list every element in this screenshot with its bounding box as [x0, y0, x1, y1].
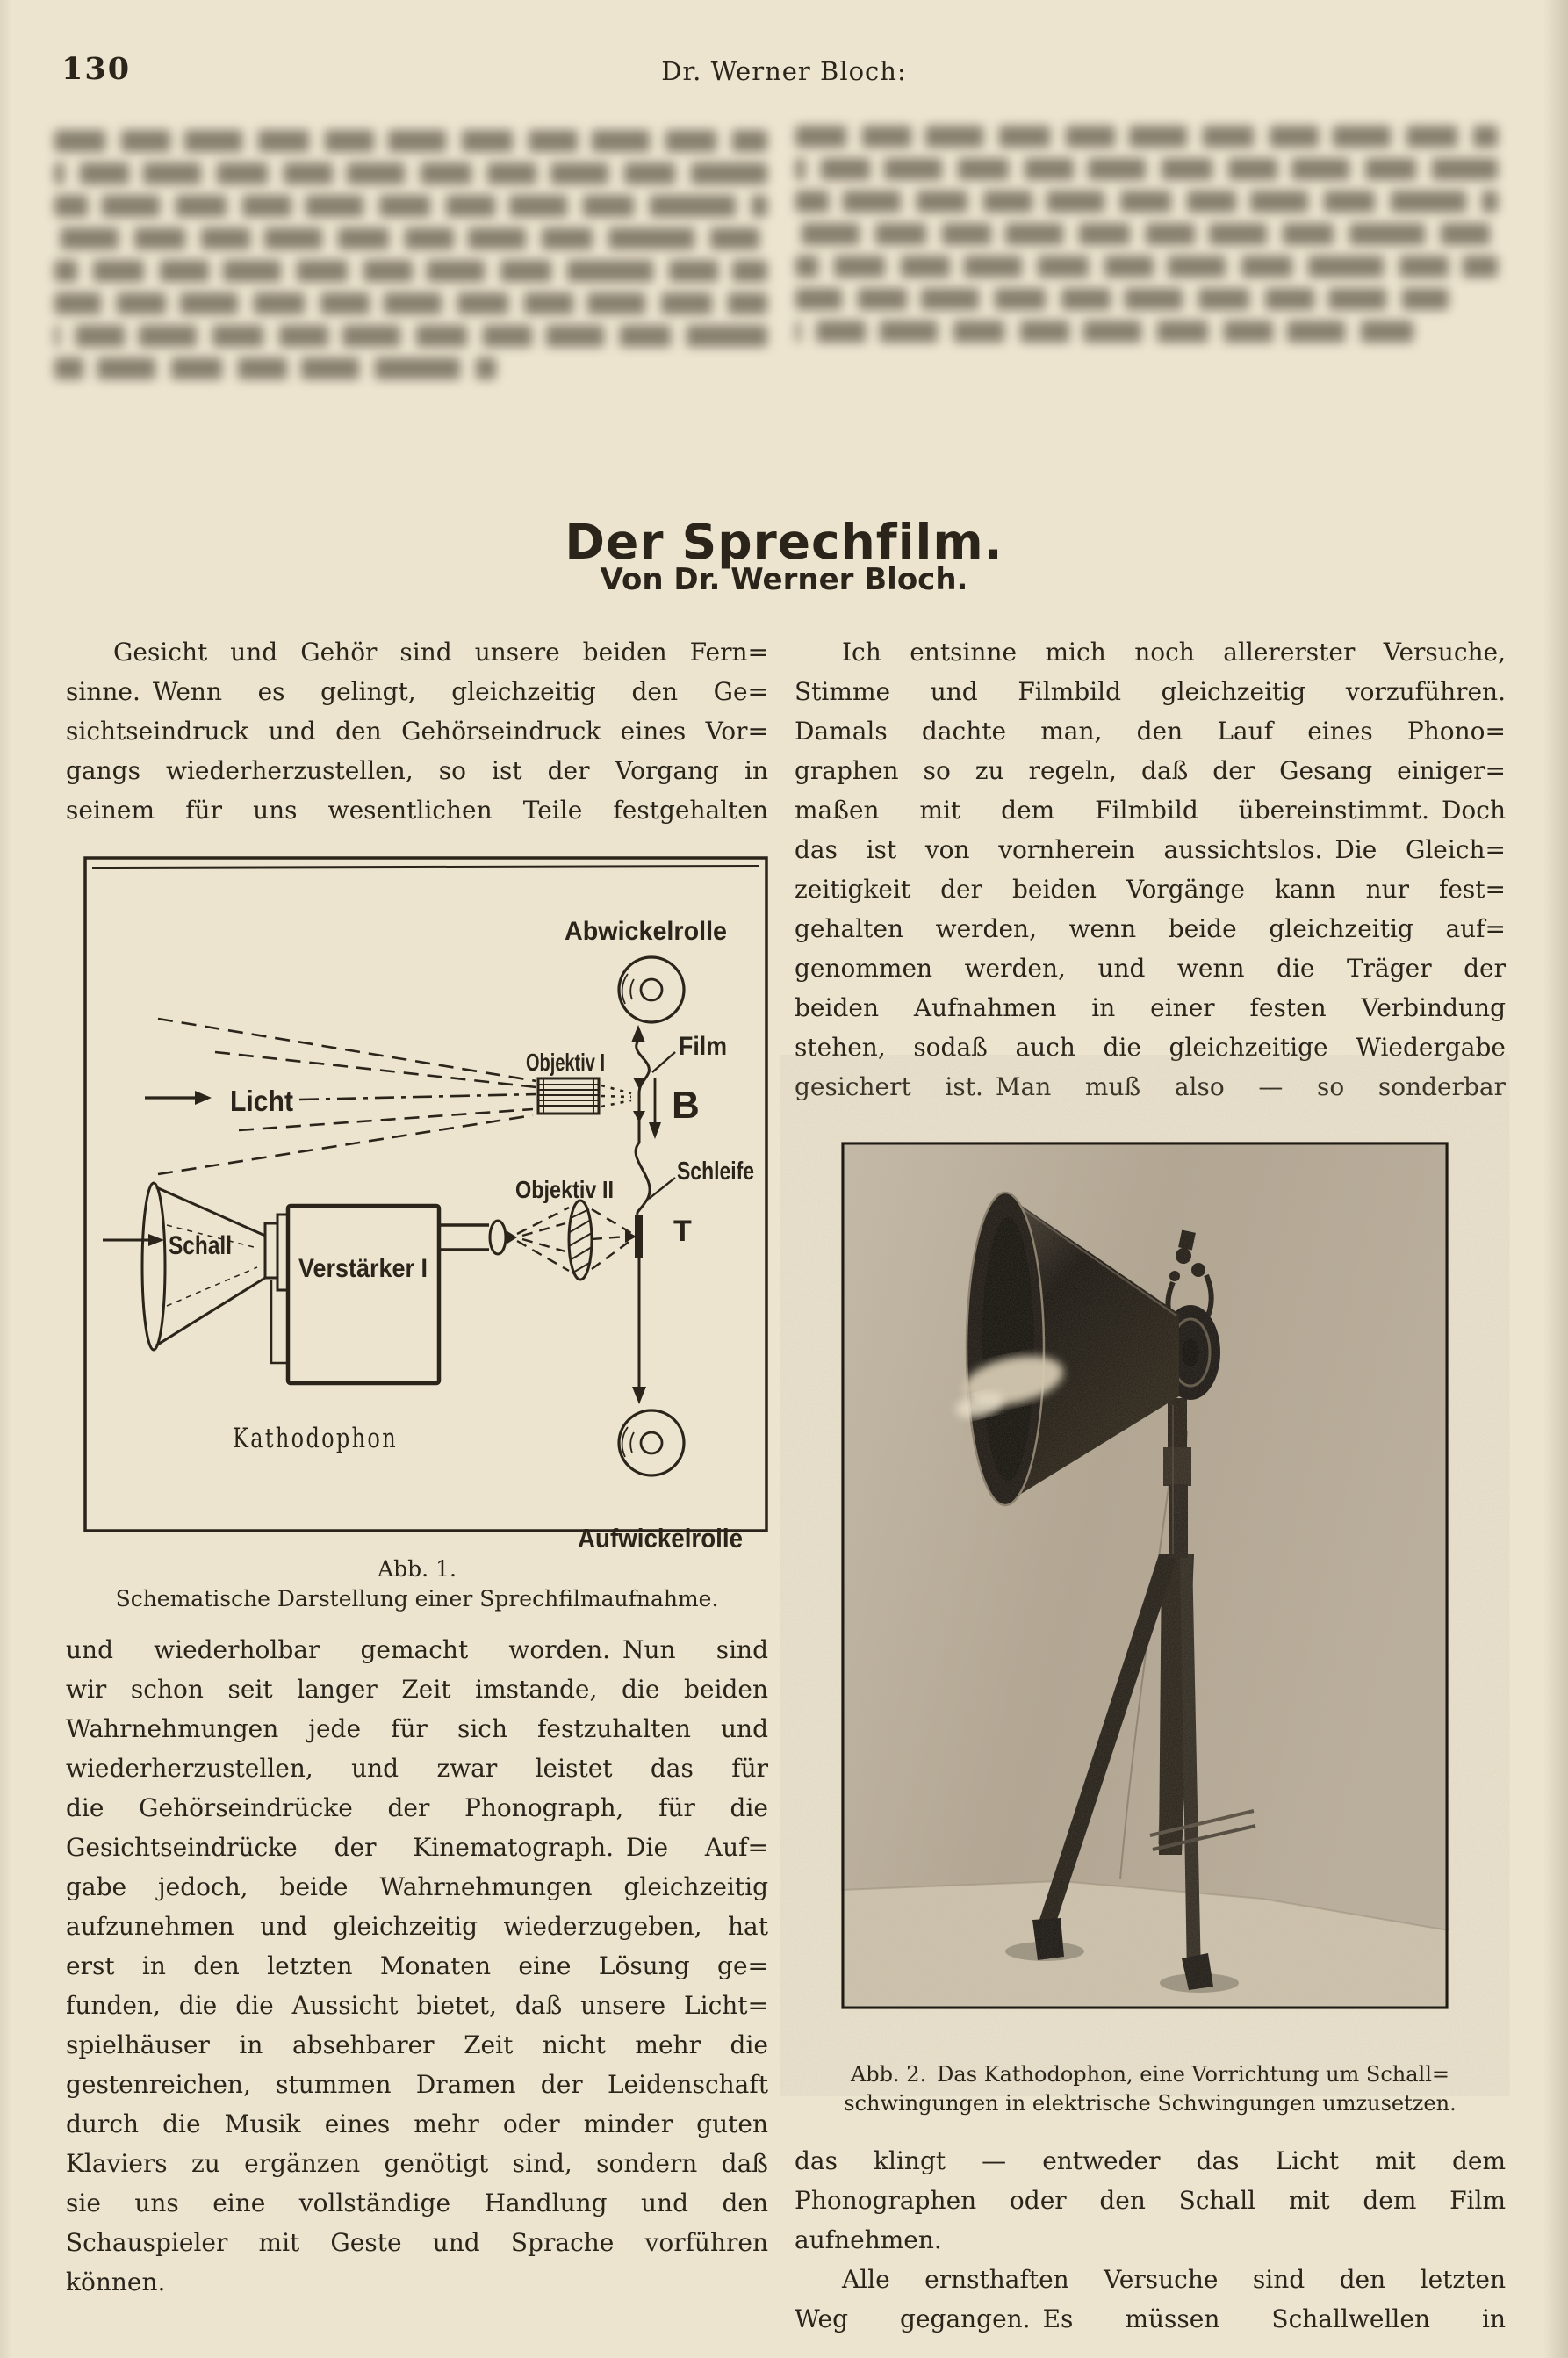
text-line: die Gehörseindrücke der Phonograph, für die — [66, 1793, 768, 1822]
blurred-text-line — [795, 288, 1449, 310]
diagram-label-licht: Licht — [230, 1085, 294, 1117]
blurred-text-line — [795, 191, 1498, 213]
figure1-caption-text: Schematische Darstellung einer Sprechfilmaufnahme. — [115, 1586, 719, 1612]
blurred-text-line — [795, 126, 1498, 148]
text-line: spielhäuser in absehbarer Zeit nicht mehr die — [66, 2030, 768, 2059]
text-line: erst in den letzten Monaten eine Lösung ge= — [66, 1951, 768, 1980]
figure1-caption — [66, 1554, 768, 1614]
horn — [142, 1183, 288, 1363]
text-line: sie uns eine vollständige Handlung und den — [66, 2189, 768, 2217]
running-head: Dr. Werner Bloch: — [661, 56, 907, 86]
blurred-text-line — [54, 260, 767, 282]
text-line: Phonographen oder den Schall mit dem Film — [795, 2186, 1506, 2215]
amplifier-box — [288, 1206, 439, 1383]
text-line: das klingt — entweder das Licht mit dem — [795, 2146, 1506, 2175]
text-line: wiederherzustellen, und zwar leistet das für — [66, 1754, 768, 1783]
text-line: gehalten werden, wenn beide gleichzeitig auf= — [795, 914, 1506, 943]
text-line: stehen, sodaß auch die gleichzeitige Wiedergabe — [795, 1033, 1506, 1062]
text-line: genommen werden, und wenn die Träger der — [795, 954, 1506, 983]
text-line: funden, die die Aussicht bietet, daß unsere Licht= — [66, 1991, 768, 2020]
right-column-paragraph-1 — [795, 632, 1506, 1107]
converging-rays-1 — [601, 1085, 631, 1107]
text-line: durch die Musik eines mehr oder minder guten — [66, 2109, 768, 2138]
diagram-label-objektiv1: Objektiv I — [526, 1049, 605, 1076]
blurred-text-block-left — [54, 130, 767, 390]
blurred-text-line — [54, 325, 767, 347]
text-line: gesichert ist. Man muß also — so sonderbar — [795, 1072, 1506, 1101]
diagram-label-b: B — [672, 1084, 700, 1127]
blurred-text-block-right — [795, 126, 1498, 353]
text-line: Alle ernsthaften Versuche sind den letzten — [842, 2265, 1506, 2294]
diagram-label-kathodophon: Kathodophon — [233, 1423, 398, 1454]
page-right-edge-shading — [1543, 0, 1568, 2358]
film-arrow-up-icon — [631, 1025, 645, 1042]
text-line: aufzunehmen und gleichzeitig wiederzugeben, hat — [66, 1912, 768, 1941]
text-line: maßen mit dem Filmbild übereinstimmt. Doch — [795, 796, 1506, 825]
text-line: sichtseindruck und den Gehörseindruck eines Vor= — [66, 717, 768, 746]
text-line: beiden Aufnahmen in einer festen Verbindung — [795, 993, 1506, 1022]
text-line: gabe jedoch, beide Wahrnehmungen gleichzeitig — [66, 1872, 768, 1901]
left-column-paragraph-2 — [66, 1630, 768, 2302]
blurred-text-line — [54, 357, 496, 379]
film-direction-mark — [633, 1111, 645, 1122]
b-arrow-icon — [649, 1078, 661, 1139]
diagram-label-abwickelrolle: Abwickelrolle — [565, 917, 727, 946]
photo-grain — [841, 1142, 1449, 2009]
blurred-text-line — [54, 292, 767, 314]
text-line: zeitigkeit der beiden Vorgänge kann nur fest= — [795, 875, 1506, 904]
film-pointer-line — [652, 1052, 675, 1072]
lens-objektiv-1 — [538, 1078, 599, 1114]
text-line: Damals dachte man, den Lauf eines Phono= — [795, 717, 1506, 746]
right-column-paragraph-3 — [795, 2260, 1506, 2339]
text-line: graphen so zu regeln, daß der Gesang einiger= — [795, 756, 1506, 785]
light-rays — [158, 1019, 536, 1174]
schall-arrow-icon — [103, 1234, 164, 1246]
diagram-label-schall: Schall — [169, 1231, 232, 1260]
figure1-caption-label: Abb. 1. — [378, 1556, 457, 1582]
blurred-text-line — [795, 256, 1498, 278]
page-left-edge-shading — [0, 0, 12, 2358]
blurred-text-line — [795, 158, 1498, 180]
text-line: seinem für uns wesentlichen Teile festgehalten — [66, 796, 768, 825]
blurred-text-line — [795, 223, 1498, 245]
supply-reel — [619, 957, 684, 1022]
left-column-paragraph-1 — [66, 632, 768, 830]
text-line: Weg gegangen. Es müssen Schallwellen in — [795, 2304, 1506, 2333]
figure1-diagram — [83, 856, 768, 1554]
diagram-label-t: T — [673, 1215, 692, 1248]
text-line: Ich entsinne mich noch allererster Versuche, — [842, 638, 1506, 667]
blurred-text-line — [54, 195, 767, 217]
text-line: Gesichtseindrücke der Kinematograph. Die Auf= — [66, 1833, 768, 1862]
text-line: Klaviers zu ergänzen genötigt sind, sondern daß — [66, 2149, 768, 2178]
blurred-text-line — [54, 130, 767, 152]
text-line: aufnehmen. — [795, 2225, 942, 2254]
text-line: Gesicht und Gehör sind unsere beiden Fern= — [113, 638, 768, 667]
text-line: Schauspieler mit Geste und Sprache vorführen — [66, 2228, 768, 2257]
kathodophon-photo — [841, 1142, 1449, 2009]
text-line: und wiederholbar gemacht worden. Nun sind — [66, 1635, 768, 1664]
diagram-label-aufwickelrolle: Aufwickelrolle — [578, 1523, 743, 1554]
article-title: Der Sprechfilm. — [565, 513, 1003, 570]
text-line: das ist von vornherein aussichtslos. Die Gleich= — [795, 835, 1506, 864]
blurred-text-line — [54, 227, 767, 249]
page-number: 130 — [61, 51, 132, 87]
diagram-label-verstaerker1: Verstärker I — [298, 1254, 428, 1283]
right-column-paragraph-2 — [795, 2141, 1506, 2260]
text-line: Stimme und Filmbild gleichzeitig vorzuführen. — [795, 677, 1506, 706]
output-tube — [439, 1221, 506, 1254]
text-line: gangs wiederherzustellen, so ist der Vorgang in — [66, 756, 768, 785]
blurred-text-line — [795, 321, 1413, 343]
film-arrow-down-icon — [632, 1387, 646, 1404]
text-line: können. — [66, 2268, 166, 2297]
text-line: wir schon seit langer Zeit imstande, die beiden — [66, 1675, 768, 1704]
takeup-reel — [619, 1410, 684, 1475]
text-line: gestenreichen, stummen Dramen der Leidenschaft — [66, 2070, 768, 2099]
diagram-label-film: Film — [679, 1032, 727, 1061]
schleife-pointer-line — [649, 1178, 675, 1199]
light-source-dot — [507, 1231, 517, 1244]
text-line: Wahrnehmungen jede für sich festzuhalten und — [66, 1714, 768, 1743]
figure2-caption-line2: schwingungen in elektrische Schwingungen umzusetzen. — [844, 2091, 1457, 2116]
licht-arrow-icon — [145, 1091, 212, 1105]
blurred-text-line — [54, 162, 767, 184]
figure2-caption — [795, 2060, 1506, 2118]
diagram-label-objektiv2: Objektiv II — [515, 1176, 614, 1203]
film-path — [636, 1041, 650, 1215]
diagram-label-schleife: Schleife — [677, 1157, 754, 1186]
lens-objektiv-2 — [569, 1201, 592, 1280]
text-line: sinne. Wenn es gelingt, gleichzeitig den Ge= — [66, 677, 768, 706]
article-byline: Von Dr. Werner Bloch. — [600, 562, 968, 597]
figure2-caption-line1: Abb. 2. Das Kathodophon, eine Vorrichtung um Schall= — [850, 2062, 1450, 2087]
